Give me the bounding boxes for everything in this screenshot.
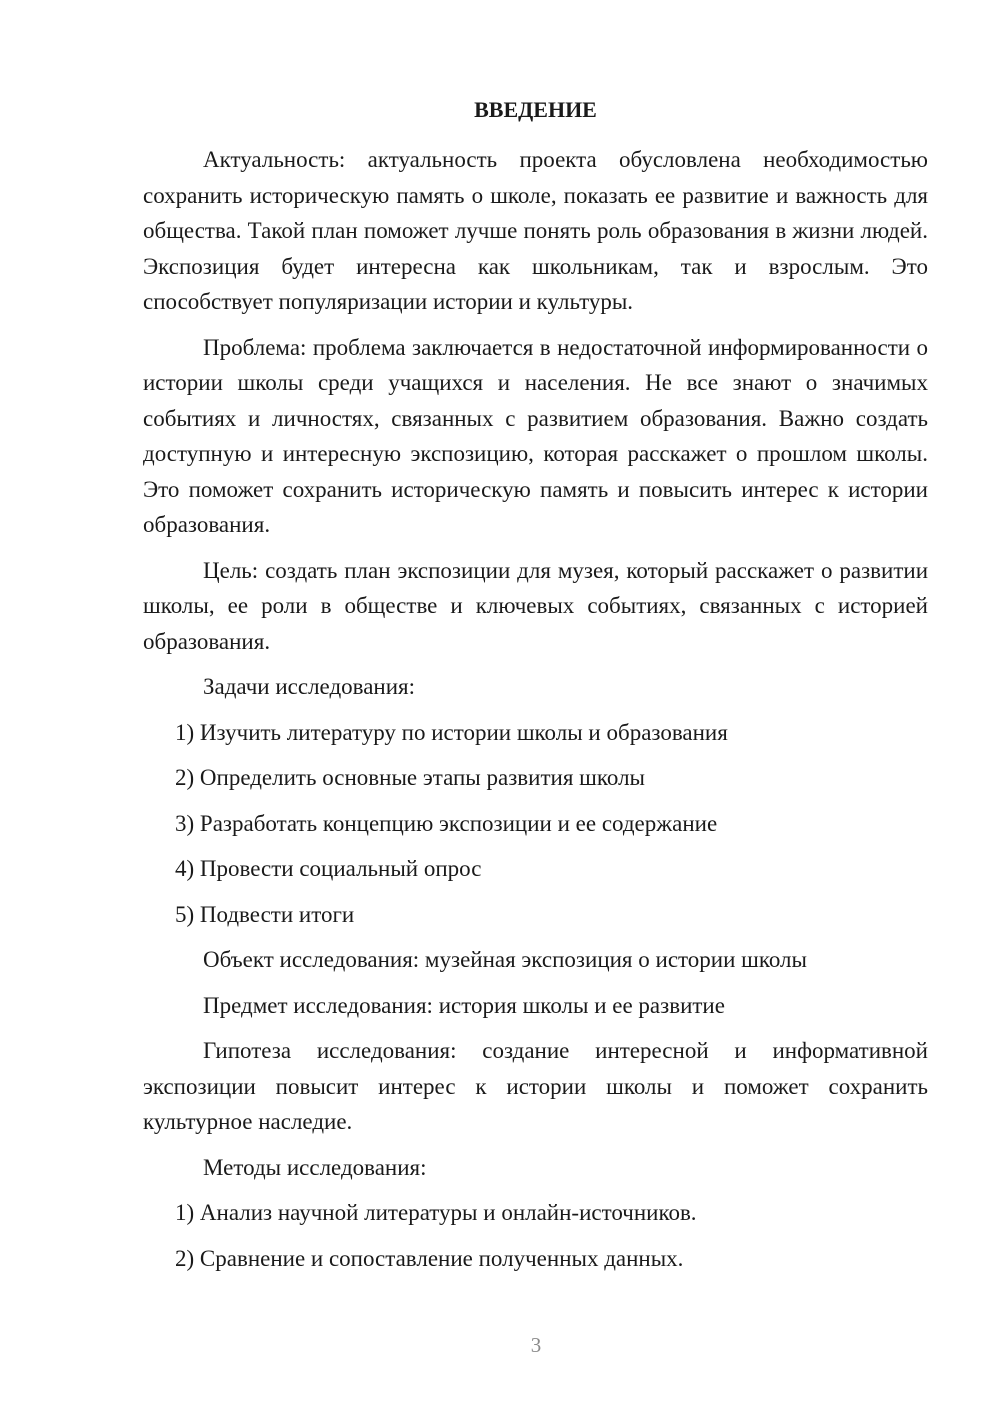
tasks-title: Задачи исследования: — [203, 674, 416, 699]
task-item: 4) Провести социальный опрос — [175, 856, 482, 881]
page-body — [143, 92, 928, 1286]
task-item: 5) Подвести итоги — [175, 901, 355, 927]
task-item: 3) Разработать концепцию экспозиции и ее содержание — [175, 810, 718, 836]
relevance-paragraph: Актуальность: актуальность проекта обусловлена необходимостью сохранить историческую память о школе, показать ее развитие и важность для общества. Такой план поможет лучше понять роль образования в жизни людей. Экспозиция будет интересна как школьникам, так и взрослым. Это способствует популяризации истории и культуры. — [143, 147, 928, 314]
methods-title: Методы исследования: — [203, 1154, 427, 1180]
goal-paragraph: Цель: создать план экспозиции для музея, который расскажет о развитии школы, ее роли в обществе и ключевых событиях, связанных с историей образования. — [143, 557, 928, 654]
section-heading: ВВЕДЕНИЕ — [474, 97, 597, 122]
method-item: 1) Анализ научной литературы и онлайн-источников. — [175, 1200, 697, 1225]
problem-paragraph: Проблема: проблема заключается в недостаточной информированности о истории школы среди учащихся и населения. Не все знают о значимых событиях и личностях, связанных с развитием образования. Важно создать доступную и интересную экспозицию, которая расскажет о прошлом школы. Это поможет сохранить историческую память и повысить интерес к истории образования. — [143, 334, 928, 537]
research-object: Объект исследования: музейная экспозиция о истории школы — [203, 947, 807, 972]
research-subject: Предмет исследования: история школы и ее развитие — [203, 992, 725, 1018]
method-item: 2) Сравнение и сопоставление полученных данных. — [175, 1245, 684, 1271]
hypothesis-paragraph: Гипотеза исследования: создание интересной и информативной экспозиции повысит интерес к истории школы и поможет сохранить культурное наследие. — [143, 1038, 928, 1134]
task-item: 2) Определить основные этапы развития школы — [175, 765, 646, 790]
task-item: 1) Изучить литературу по истории школы и образования — [175, 719, 728, 745]
page-number: 3 — [530, 1333, 542, 1357]
